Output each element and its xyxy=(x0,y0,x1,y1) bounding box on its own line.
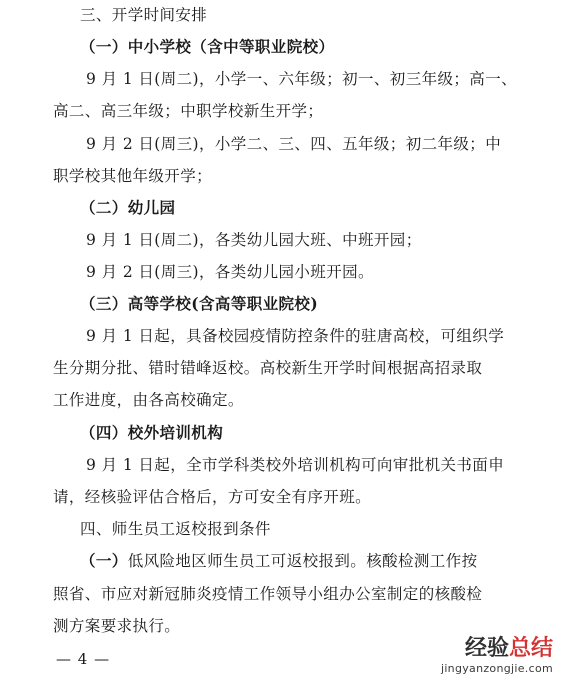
sub2-paragraph-2: 9 月 2 日(周三)，各类幼儿园小班开园。 xyxy=(86,263,374,281)
subsection-1-title: （一）中小学校（含中等职业院校） xyxy=(80,37,335,56)
sub1-paragraph-2-line-2: 职学校其他年级开学； xyxy=(53,167,213,185)
section-4-title: 四、师生员工返校报到条件 xyxy=(80,520,271,538)
sub1-paragraph-2-line-1: 9 月 2 日(周三)，小学二、三、四、五年级；初二年级；中 xyxy=(86,135,502,153)
subsection-2-title: （二）幼儿园 xyxy=(80,198,176,217)
watermark xyxy=(441,631,553,675)
watermark-title-part-2: 总结 xyxy=(508,636,553,661)
sub3-paragraph-line-1: 9 月 1 日起，具备校园疫情防控条件的驻唐高校，可组织学 xyxy=(86,327,505,345)
sub4-paragraph-line-1: 9 月 1 日起，全市学科类校外培训机构可向审批机关书面申 xyxy=(86,456,505,474)
sec4-paragraph-line-1 xyxy=(80,551,478,571)
page-number: — 4 — xyxy=(56,650,111,668)
sub1-paragraph-1-line-1: 9 月 1 日(周二)，小学一、六年级；初一、初三年级；高一、 xyxy=(86,70,518,88)
watermark-logo xyxy=(441,631,553,662)
section-3-title: 三、开学时间安排 xyxy=(80,6,208,24)
watermark-title-part-1: 经验 xyxy=(464,636,509,661)
sub2-paragraph-1: 9 月 1 日(周二)，各类幼儿园大班、中班开园； xyxy=(86,231,422,249)
sub1-paragraph-1-line-2: 高二、高三年级；中职学校新生开学； xyxy=(53,102,324,120)
sec4-paragraph-line-1-text: 低风险地区师生员工可返校报到。核酸检测工作按 xyxy=(127,552,478,570)
sec4-paragraph-line-2: 照省、市应对新冠肺炎疫情工作领导小组办公室制定的核酸检 xyxy=(53,585,483,603)
subsection-4-title: （四）校外培训机构 xyxy=(80,423,224,442)
sec4-paragraph-prefix: （一） xyxy=(80,551,128,570)
sub4-paragraph-line-2: 请，经核验评估合格后，方可安全有序开班。 xyxy=(53,488,372,506)
sub3-paragraph-line-3: 工作进度，由各高校确定。 xyxy=(53,391,244,409)
sub3-paragraph-line-2: 生分期分批、错时错峰返校。高校新生开学时间根据高招录取 xyxy=(53,359,483,377)
subsection-3-title: （三）高等学校(含高等职业院校) xyxy=(80,294,319,313)
sec4-paragraph-line-3: 测方案要求执行。 xyxy=(53,617,181,635)
watermark-url: jingyanzongjie.com xyxy=(440,662,553,675)
